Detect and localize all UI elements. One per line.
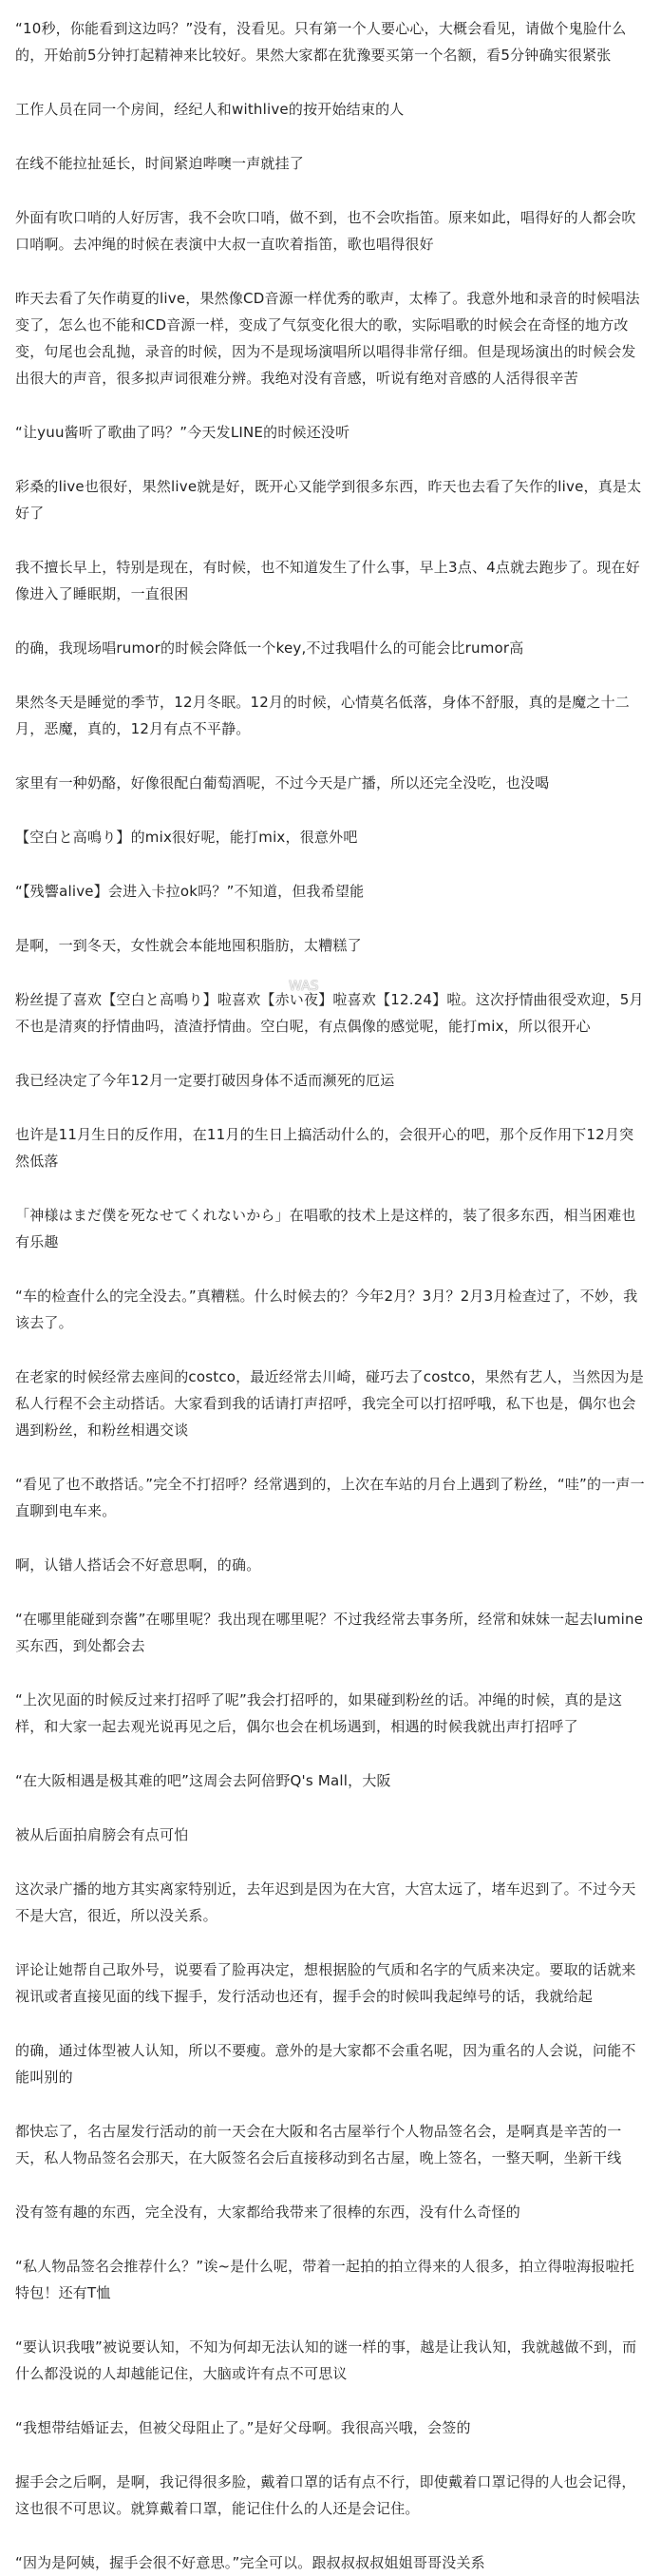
paragraph: 我不擅长早上，特别是现在，有时候，也不知道发生了什么事，早上3点、4点就去跑步了。现在好像进入了睡眠期，一直很困 bbox=[15, 559, 640, 602]
paragraph: “让yuu酱听了歌曲了吗？”今天发LINE的时候还没听 bbox=[15, 424, 350, 441]
paragraph: “【残響alive】会进入卡拉ok吗？”不知道，但我希望能 bbox=[15, 883, 365, 900]
paragraph: 是啊，一到冬天，女性就会本能地囤积脂肪，太糟糕了 bbox=[15, 937, 362, 954]
paragraph: 彩桑的live也很好，果然live就是好，既开心又能学到很多东西，昨天也去看了矢作的live，真是太好了 bbox=[15, 478, 642, 522]
paragraph: “看见了也不敢搭话。”完全不打招呼？经常遇到的，上次在车站的月台上遇到了粉丝，“哇”的一声一直聊到电车来。 bbox=[15, 1476, 645, 1519]
paragraph: “在哪里能碰到奈酱”在哪里呢？我出现在哪里呢？不过我经常去事务所，经常和妹妹一起去lumine买东西，到处都会去 bbox=[15, 1611, 644, 1654]
paragraph: 「神様はまだ僕を死なせてくれないから」在唱歌的技术上是这样的，装了很多东西，相当困难也有乐趣 bbox=[15, 1207, 636, 1250]
paragraph: 的确，我现场唱rumor的时候会降低一个key,不过我唱什么的可能会比rumor高 bbox=[15, 639, 524, 657]
paragraph: 昨天去看了矢作萌夏的live，果然像CD音源一样优秀的歌声，太棒了。我意外地和录音的时候唱法变了，怎么也不能和CD音源一样，变成了气氛变化很大的歌，实际唱歌的时候会在奇怪的地方改变，句尾也会乱抛，录音的时候，因为不是现场演唱所以唱得非常仔细。但是现场演出的时候会发出很大的声音，很多拟声词很难分辨。我绝对没有音感，听说有绝对音感的人活得很辛苦 bbox=[15, 290, 640, 387]
paragraph: 我已经决定了今年12月一定要打破因身体不适而濒死的厄运 bbox=[15, 1072, 395, 1089]
paragraph: 的确，通过体型被人认知，所以不要瘦。意外的是大家都不会重名呢，因为重名的人会说，问能不能叫别的 bbox=[15, 2042, 636, 2086]
paragraph: 在线不能拉扯延长，时间紧迫哔噢一声就挂了 bbox=[15, 155, 305, 172]
paragraph: “车的检查什么的完全没去。”真糟糕。什么时候去的？今年2月？3月？2月3月检查过了，不妙，我该去了。 bbox=[15, 1288, 638, 1331]
paragraph: 工作人员在同一个房间，经纪人和withlive的按开始结束的人 bbox=[15, 101, 405, 118]
paragraph: “10秒，你能看到这边吗？”没有，没看见。只有第一个人要心心，大概会看见，请做个鬼脸什么的，开始前5分钟打起精神来比较好。果然大家都在犹豫要买第一个名额，看5分钟确实很紧张 bbox=[15, 20, 627, 64]
paragraph: 评论让她帮自己取外号，说要看了脸再决定，想根据脸的气质和名字的气质来决定。要取的话就来视讯或者直接见面的线下握手，发行活动也还有，握手会的时候叫我起绰号的话，我就给起 bbox=[15, 1961, 636, 2005]
paragraph: 在老家的时候经常去座间的costco，最近经常去川崎，碰巧去了costco，果然有艺人，当然因为是私人行程不会主动搭话。大家看到我的话请打声招呼，我完全可以打招呼哦，私下也是，偶尔也会遇到粉丝，和粉丝相遇交谈 bbox=[15, 1368, 644, 1439]
paragraph: “在大阪相遇是极其难的吧”这周会去阿倍野Q's Mall，大阪 bbox=[15, 1772, 391, 1789]
paragraph: “上次见面的时候反过来打招呼了呢”我会打招呼的，如果碰到粉丝的话。冲绳的时候，真的是这样，和大家一起去观光说再见之后，偶尔也会在机场遇到，相遇的时候我就出声打招呼了 bbox=[15, 1691, 623, 1735]
paragraph: 没有签有趣的东西，完全没有，大家都给我带来了很棒的东西，没有什么奇怪的 bbox=[15, 2204, 521, 2221]
paragraph: 外面有吹口哨的人好厉害，我不会吹口哨，做不到，也不会吹指笛。原来如此，唱得好的人都会吹口哨啊。去冲绳的时候在表演中大叔一直吹着指笛，歌也唱得很好 bbox=[15, 209, 636, 253]
paragraph: “我想带结婚证去，但被父母阻止了。”是好父母啊。我很高兴哦，会签的 bbox=[15, 2419, 471, 2436]
paragraph: “要认识我哦”被说要认知，不知为何却无法认知的谜一样的事，越是让我认知，我就越做不到，而什么都没说的人却越能记住，大脑或许有点不可思议 bbox=[15, 2338, 637, 2382]
paragraph: 这次录广播的地方其实离家特别近，去年迟到是因为在大宫，大宫太远了，堵车迟到了。不过今天不是大宫，很近，所以没关系。 bbox=[15, 1880, 636, 1924]
paragraph: 果然冬天是睡觉的季节，12月冬眠。12月的时候，心情莫名低落，身体不舒服，真的是魔之十二月，恶魔，真的，12月有点不平静。 bbox=[15, 694, 630, 737]
paragraph: 【空白と高鳴り】的mix很好呢，能打mix，很意外吧 bbox=[15, 829, 358, 846]
paragraph: “因为是阿姨，握手会很不好意思。”完全可以。跟叔叔叔叔姐姐哥哥没关系 bbox=[15, 2554, 485, 2571]
paragraph: 都快忘了，名古屋发行活动的前一天会在大阪和名古屋举行个人物品签名会，是啊真是辛苦的一天，私人物品签名会那天，在大阪签名会后直接移动到名古屋，晚上签名，一整天啊，坐新干线 bbox=[15, 2123, 622, 2166]
paragraph: 啊，认错人搭话会不好意思啊，的确。 bbox=[15, 1556, 261, 1574]
paragraph: 粉丝提了喜欢【空白と高鳴り】啦喜欢【赤い夜】啦喜欢【12.24】啦。这次抒情曲很受欢迎，5月不也是清爽的抒情曲吗，渣渣抒情曲。空白呢，有点偶像的感觉呢，能打mix，所以很开心 bbox=[15, 991, 644, 1035]
paragraph: 被从后面拍肩膀会有点可怕 bbox=[15, 1826, 189, 1843]
paragraph: 握手会之后啊，是啊，我记得很多脸，戴着口罩的话有点不行，即使戴着口罩记得的人也会记得，这也很不可思议。就算戴着口罩，能记住什么的人还是会记住。 bbox=[15, 2473, 636, 2517]
paragraph: 也许是11月生日的反作用，在11月的生日上搞活动什么的，会很开心的吧，那个反作用下12月突然低落 bbox=[15, 1126, 634, 1170]
watermark: WAS bbox=[289, 979, 319, 994]
paragraph: 家里有一种奶酪，好像很配白葡萄酒呢，不过今天是广播，所以还完全没吃，也没喝 bbox=[15, 774, 550, 792]
paragraph: “私人物品签名会推荐什么？”诶~是什么呢，带着一起拍的拍立得来的人很多，拍立得啦海报啦托特包！还有T恤 bbox=[15, 2258, 634, 2301]
